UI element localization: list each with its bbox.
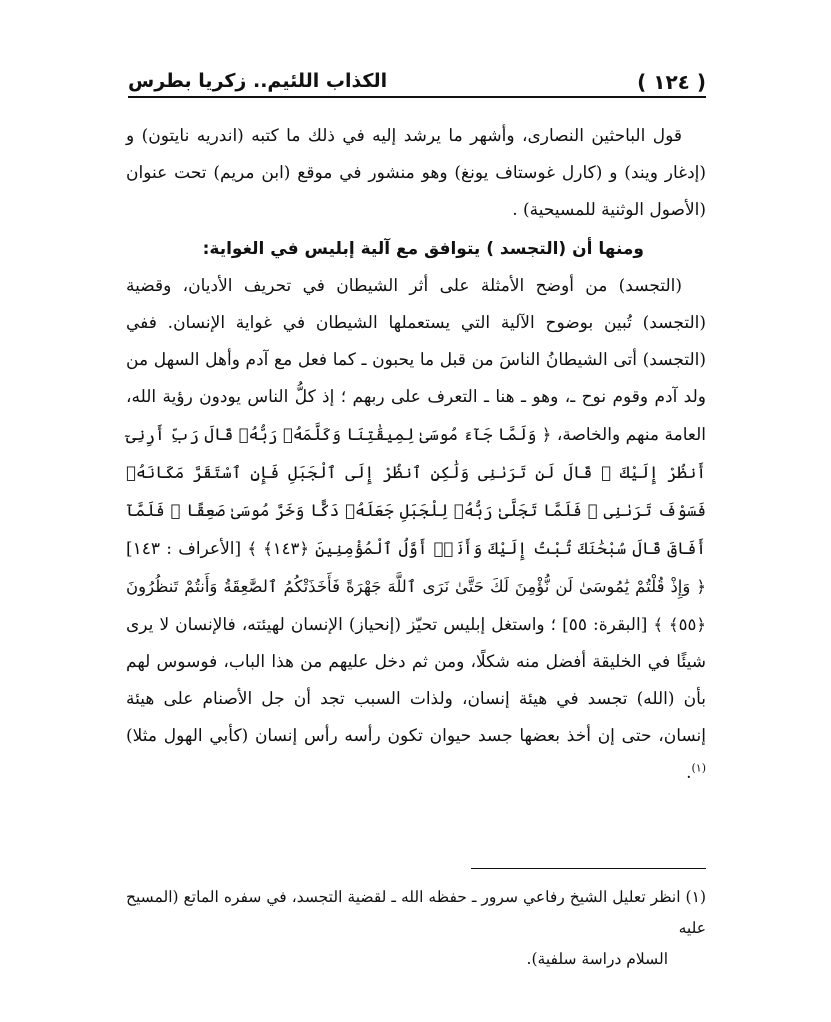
footnote-divider xyxy=(471,868,706,869)
footnote-line-1: (١) انظر تعليل الشيخ رفاعي سرور ـ حفظه الله ـ لقضية التجسد، في سفره الماتع (المسيح عليه xyxy=(126,888,706,937)
paragraph-2-intro: (التجسد) من أوضح الأمثلة على أثر الشيطان في تحريف الأديان، وقضية (التجسد) تُبين بوضوح الآلية التي يستعملها الشيطان في غواية الإنسان. ففي (التجسد) أتى الشيطانُ الناسَ من قبل ما يحبون ـ كما فعل مع آدم وأهل السهل من ولد آدم وقوم نوح ـ، وهو ـ هنا ـ التعرف على ربهم ؛ إذ كلُّ الناس يودون رؤية الله، العامة منهم والخاصة، xyxy=(126,276,707,445)
verse-reference-2: [البقرة: ٥٥] xyxy=(562,615,648,635)
paragraph-2-rest: ؛ واستغل إبليس تحيّز (إنحياز) الإنسان لهيئته، فالإنسان لا يرى شيئًا في الخليقة أفضل منه شكلًا، ومن ثم دخل عليهم من هذا الباب، فوسوس لهم بأن (الله) تجسد في هيئة إنسان، ولذات السبب تجد أن جل الأصنام على هيئة إنسان، حتى إن أخذ بعضها جسد حيوان تكون رأسه رأس إنسان (كأبي الهول مثلا) xyxy=(126,615,706,746)
quran-verse-1: ﴿ وَلَمَّا جَآءَ مُوسَىٰ لِمِيقَٰتِنَا وَكَلَّمَهُۥ رَبُّهُۥ قَالَ رَبِّ أَرِنِىٓ أَنظُرْ إِلَيْكَ ۚ قَالَ لَن تَرَىٰنِى وَلَٰكِنِ ٱنظُرْ إِلَى ٱلْجَبَلِ فَإِنِ ٱسْتَقَرَّ مَكَانَهُۥ فَسَوْفَ تَرَىٰنِى ۚ فَلَمَّا تَجَلَّىٰ رَبُّهُۥ لِلْجَبَلِ جَعَلَهُۥ دَكًّا وَخَرَّ مُوسَىٰ صَعِقًا ۚ فَلَمَّآ أَفَاقَ قَالَ سُبْحَٰنَكَ تُبْتُ إِلَيْكَ وَأَنَا۠ أَوَّلُ ٱلْمُؤْمِنِينَ ﴿١٤٣﴾ ﴾ xyxy=(126,425,706,558)
running-title: الكذاب اللئيم.. زكريا بطرس xyxy=(128,70,388,92)
footnote-marker: (١) xyxy=(691,761,706,775)
paragraph-1: قول الباحثين النصارى، وأشهر ما يرشد إليه في ذلك ما كتبه (اندريه نايتون) و (إدغار ويند) و (كارل غوستاف يونغ) وهو منشور في موقع (ابن مريم) تحت عنوان (الأصول الوثنية للمسيحية) . xyxy=(126,126,706,220)
footnote xyxy=(126,882,706,975)
main-text xyxy=(126,118,706,792)
section-heading: ومنها أن (التجسد ) يتوافق مع آلية إبليس في الغواية: xyxy=(202,239,644,259)
page-header xyxy=(128,66,706,98)
quran-verse-2: ﴿ وَإِذْ قُلْتُمْ يَٰمُوسَىٰ لَن نُّؤْمِنَ لَكَ حَتَّىٰ نَرَى ٱللَّهَ جَهْرَةً فَأَخَذَتْكُمُ ٱلصَّٰعِقَةُ وَأَنتُمْ تَنظُرُونَ ﴿٥٥﴾ ﴾ xyxy=(126,577,706,634)
paragraph-2 xyxy=(126,268,706,792)
paragraph-2-end: . xyxy=(686,763,692,783)
page-number: ( ١٢٤ ) xyxy=(637,70,706,94)
footnote-line-2: السلام دراسة سلفية). xyxy=(526,950,668,968)
verse-reference-1: [الأعراف : ١٤٣] xyxy=(126,539,242,559)
